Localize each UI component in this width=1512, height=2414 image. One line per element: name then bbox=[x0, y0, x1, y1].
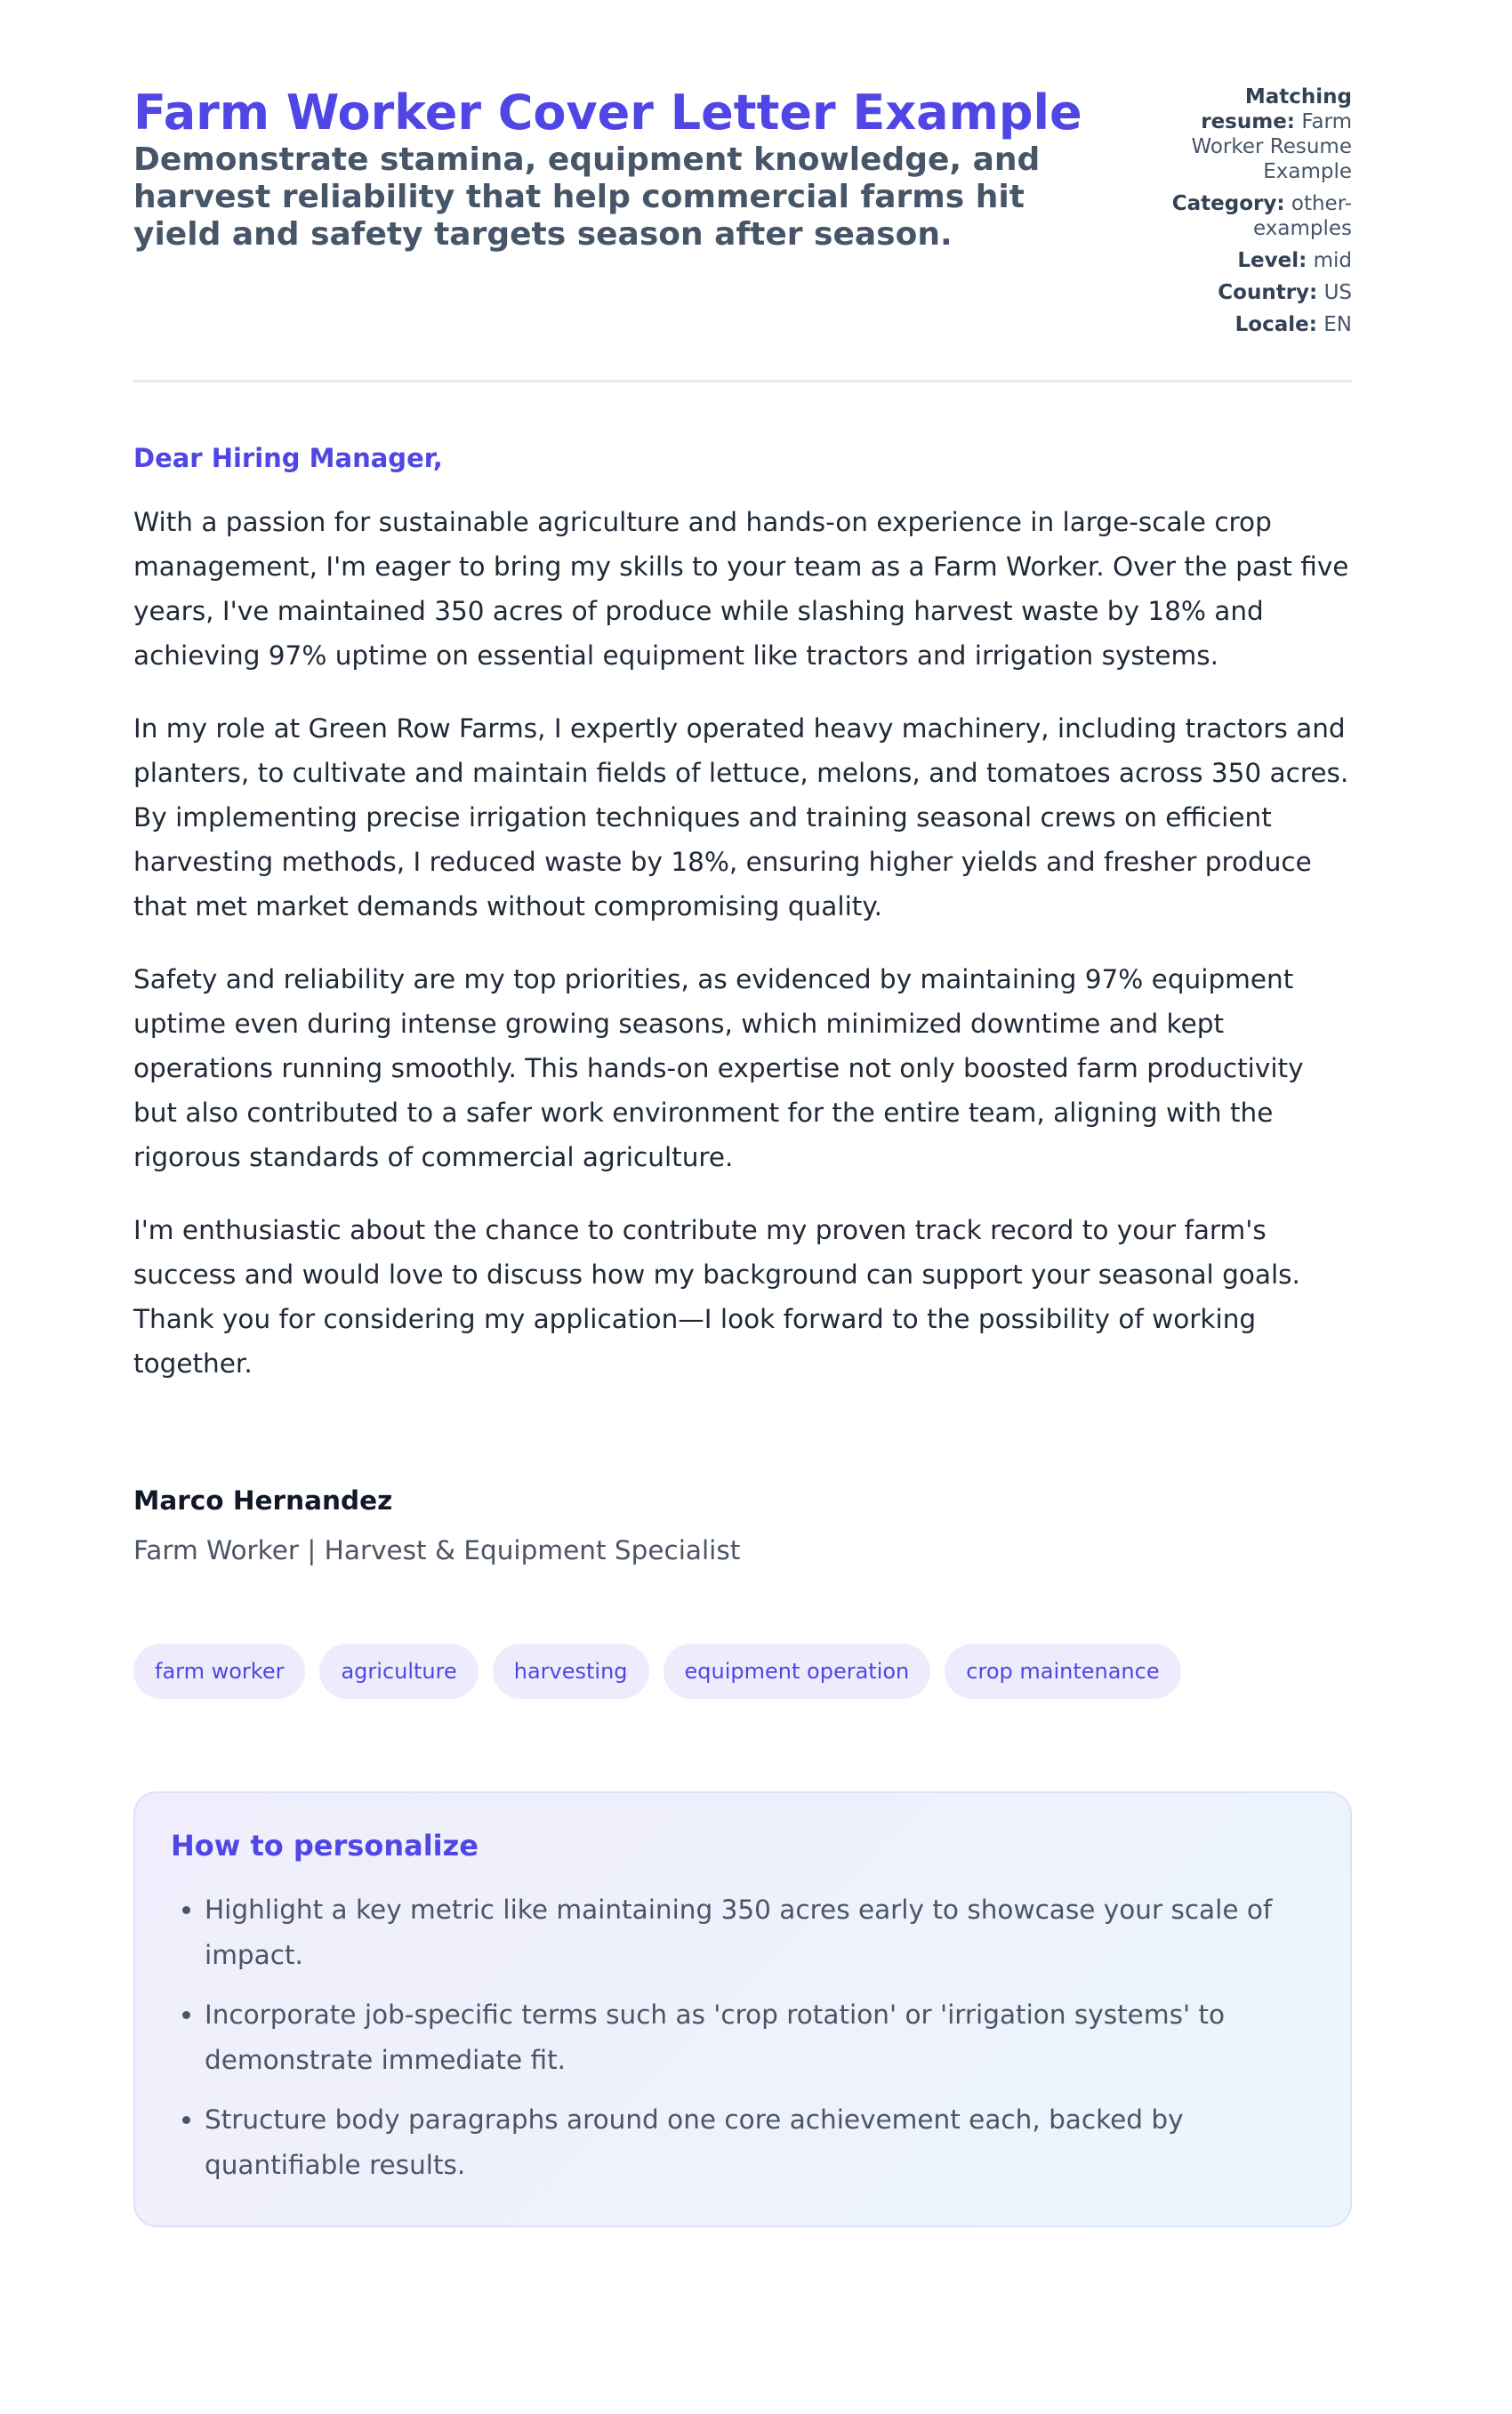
tag[interactable]: equipment operation bbox=[664, 1644, 931, 1699]
header bbox=[133, 84, 1352, 344]
letter-paragraph: I'm enthusiastic about the chance to contribute my proven track record to your farm's success and would love to discuss how my background can support your seasonal goals. Thank you for considering my application—I look forward to the possibility of working together. bbox=[133, 1215, 1300, 1379]
meta-locale: Locale: EN bbox=[1235, 313, 1352, 336]
tag-list bbox=[133, 1644, 1352, 1699]
tips-title: How to personalize bbox=[171, 1829, 479, 1863]
divider bbox=[133, 380, 1352, 382]
signature-name: Marco Hernandez bbox=[133, 1485, 393, 1516]
meta-level: Level: mid bbox=[1237, 249, 1352, 272]
letter-paragraph: With a passion for sustainable agriculture and hands-on experience in large-scale crop management, I'm eager to bring my skills to your team as a Farm Worker. Over the past five years, I've maintained 350 acres of produce while slashing harvest waste by 18% and achieving 97% uptime on essential equipment like tractors and irrigation systems. bbox=[133, 507, 1349, 671]
meta-matching-resume: Matching resume: Farm Worker Resume Example bbox=[1191, 85, 1352, 183]
metadata-panel bbox=[1147, 84, 1352, 344]
tag[interactable]: agriculture bbox=[319, 1644, 478, 1699]
tag[interactable]: farm worker bbox=[133, 1644, 305, 1699]
page-subtitle: Demonstrate stamina, equipment knowledge, and harvest reliability that help commercial farms hit yield and safety targets season after season. bbox=[133, 141, 1041, 253]
letter-paragraph: Safety and reliability are my top priorities, as evidenced by maintaining 97% equipment uptime even during intense growing seasons, which minimized downtime and kept operations running smoothly. This hands-on expertise not only boosted farm productivity but also contributed to a safer work environment for the entire team, aligning with the rigorous standards of commercial agriculture. bbox=[133, 964, 1304, 1172]
meta-category: Category: other-examples bbox=[1171, 192, 1352, 240]
tip-item: • Incorporate job-specific terms such as 'crop rotation' or 'irrigation systems' to demonstrate immediate fit. bbox=[205, 1992, 1315, 2083]
personalize-tips-box bbox=[133, 1791, 1352, 2227]
tips-list bbox=[171, 1887, 1315, 2188]
tip-item: • Highlight a key metric like maintaining 350 acres early to showcase your scale of impact. bbox=[205, 1887, 1315, 1978]
page-title: Farm Worker Cover Letter Example bbox=[133, 84, 1082, 141]
letter-paragraph: In my role at Green Row Farms, I expertly operated heavy machinery, including tractors and planters, to cultivate and maintain fields of lettuce, melons, and tomatoes across 350 acres. By implementing precise irrigation techniques and training seasonal crews on efficient harvesting methods, I reduced waste by 18%, ensuring higher yields and fresher produce that met market demands without compromising quality. bbox=[133, 713, 1349, 921]
meta-country: Country: US bbox=[1218, 281, 1352, 304]
signature-role: Farm Worker | Harvest & Equipment Specialist bbox=[133, 1535, 741, 1565]
tag[interactable]: harvesting bbox=[493, 1644, 649, 1699]
greeting: Dear Hiring Manager, bbox=[133, 443, 443, 473]
tip-item: • Structure body paragraphs around one core achievement each, backed by quantifiable results. bbox=[205, 2097, 1315, 2188]
tag[interactable]: crop maintenance bbox=[945, 1644, 1180, 1699]
